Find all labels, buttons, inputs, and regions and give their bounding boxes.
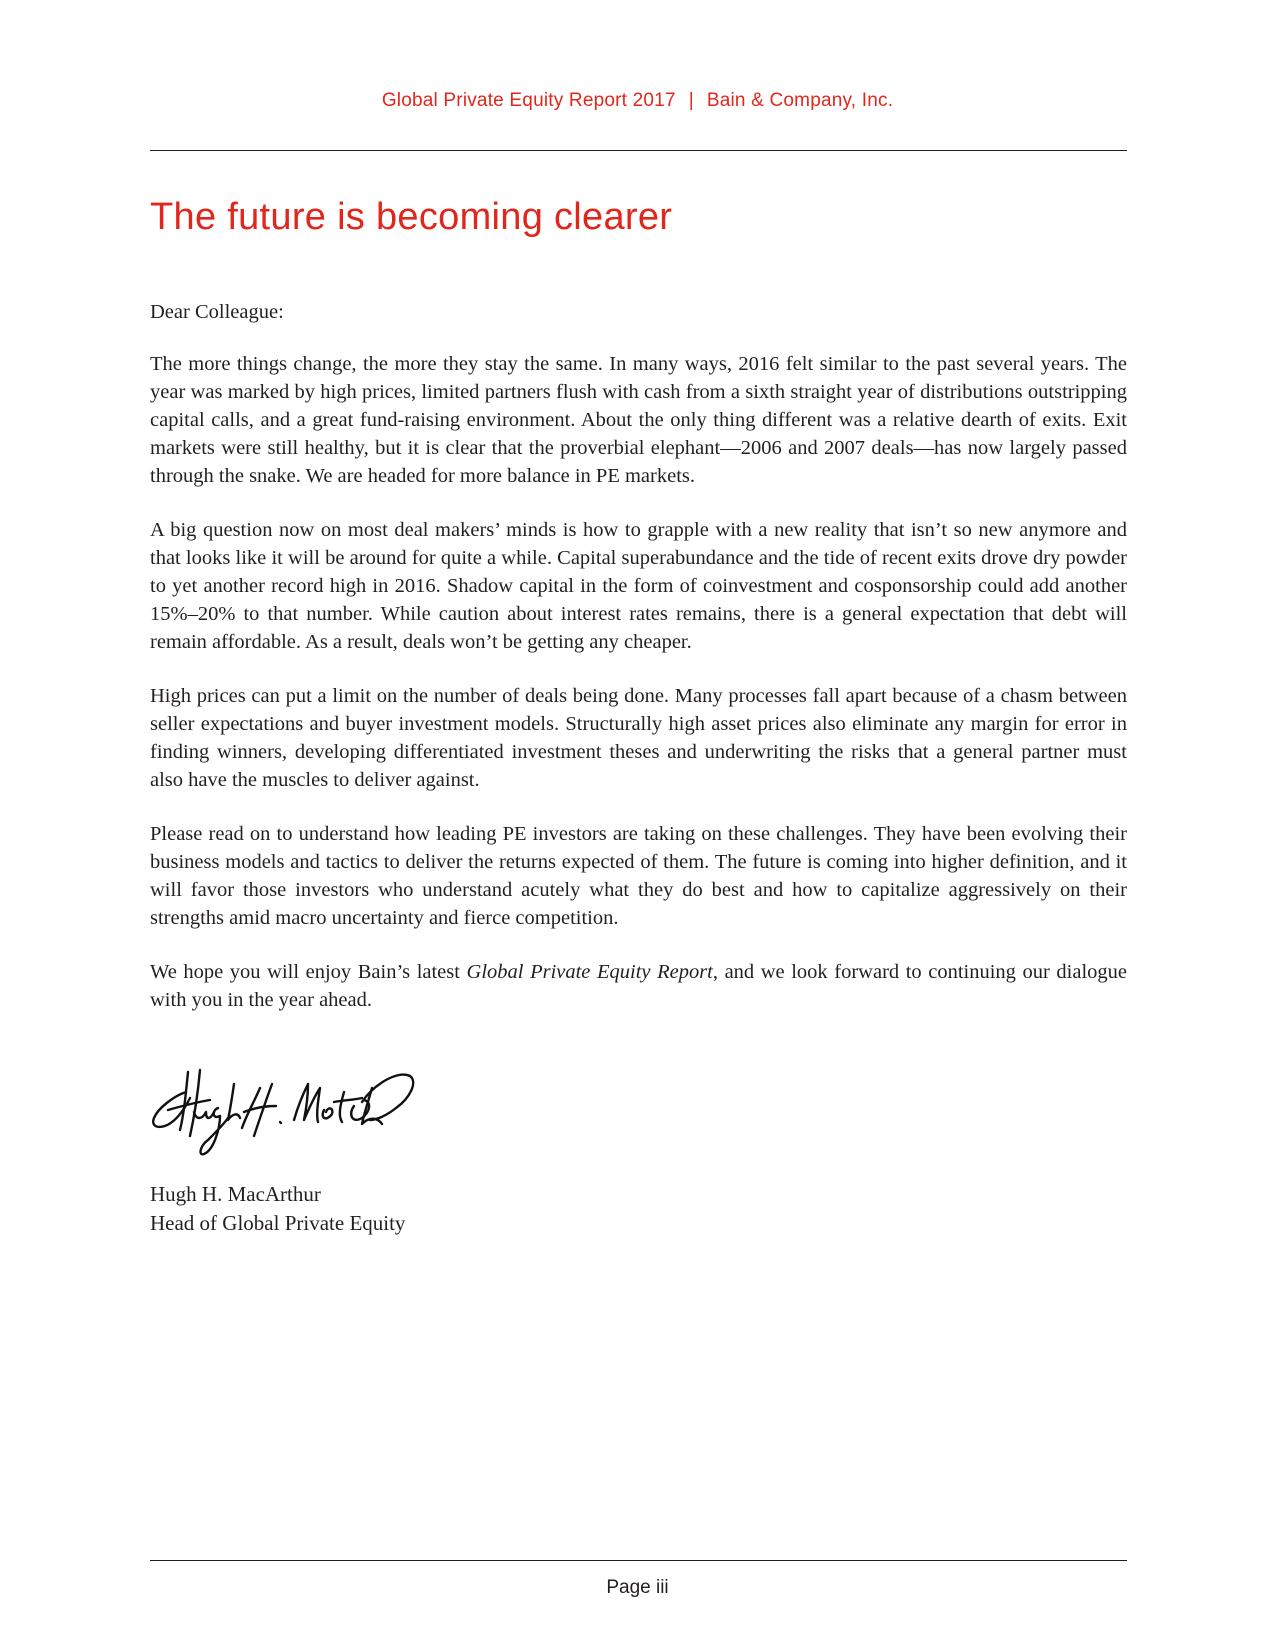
footer-divider bbox=[150, 1560, 1127, 1561]
salutation: Dear Colleague: bbox=[150, 301, 284, 323]
report-title-italic: Global Private Equity Report bbox=[466, 961, 713, 983]
signatory-role: Head of Global Private Equity bbox=[150, 1211, 406, 1235]
closing-text-end: , and we look forward to continuing our dialogue with you in the year ahead. bbox=[150, 961, 1127, 1011]
letter-body bbox=[150, 298, 1127, 1040]
page-title: The future is becoming clearer bbox=[150, 196, 673, 238]
paragraph-3: High prices can put a limit on the number of deals being done. Many processes fall apart because of a chasm between seller expectations and buyer investment models. Structurally high asset prices also eliminate any margin for error in finding winners, developing differentiated investment theses and underwriting the risks that a general partner must also have the muscles to deliver against. bbox=[150, 685, 1127, 791]
paragraph-closing bbox=[150, 958, 1127, 1014]
running-header bbox=[0, 90, 1275, 112]
header-company: Bain & Company, Inc. bbox=[706, 90, 894, 111]
header-divider bbox=[150, 150, 1127, 151]
signatory-name: Hugh H. MacArthur bbox=[150, 1182, 321, 1206]
paragraph-2: A big question now on most deal makers’ minds is how to grapple with a new reality that isn’t so new anymore and that looks like it will be around for quite a while. Capital superabundance and the tide of recent exits drove dry powder to yet another record high in 2016. Shadow capital in the form of coinvestment and cosponsorship could add another 15%–20% to that number. While caution about interest rates remains, there is a general expectation that debt will remain affordable. As a result, deals won’t be getting any cheaper. bbox=[150, 519, 1127, 653]
closing-text-start: We hope you will enjoy Bain’s latest bbox=[150, 961, 467, 983]
header-separator: | bbox=[688, 90, 694, 111]
handwritten-signature bbox=[148, 1062, 418, 1162]
paragraph-1: The more things change, the more they stay the same. In many ways, 2016 felt similar to the past several years. The year was marked by high prices, limited partners flush with cash from a sixth straight year of distributions outstripping capital calls, and a great fund-raising environment. About the only thing different was a relative dearth of exits. Exit markets were still healthy, but it is clear that the proverbial elephant—2006 and 2007 deals—has now largely passed through the snake. We are headed for more balance in PE markets. bbox=[150, 353, 1127, 487]
page-number: Page iii bbox=[606, 1577, 669, 1598]
paragraph-4: Please read on to understand how leading PE investors are taking on these challenges. They have been evolving their business models and tactics to deliver the returns expected of them. The future is coming into higher definition, and it will favor those investors who understand acutely what they do best and how to capitalize aggressively on their strengths amid macro uncertainty and fierce competition. bbox=[150, 823, 1127, 929]
header-report-title: Global Private Equity Report 2017 bbox=[381, 90, 676, 111]
signatory bbox=[150, 1180, 405, 1238]
